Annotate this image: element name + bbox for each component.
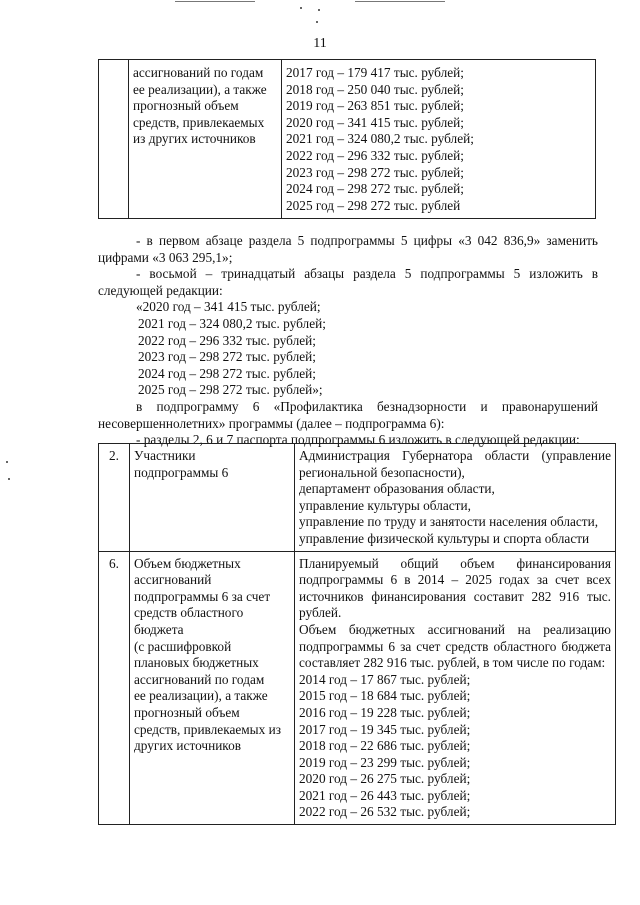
row-content bbox=[295, 444, 616, 552]
label-line: подпрограммы 6 за счет bbox=[134, 588, 271, 604]
content-line: департамент образования области, bbox=[299, 481, 495, 497]
scan-artifact-dot bbox=[8, 478, 10, 480]
label-line: подпрограммы 6 bbox=[134, 464, 229, 480]
funding-table-continued bbox=[98, 59, 596, 219]
table-row bbox=[99, 60, 596, 219]
table-cell-label bbox=[129, 60, 282, 219]
scan-artifact-top-line bbox=[355, 1, 445, 2]
scan-artifact-dot bbox=[316, 21, 318, 23]
label-line: из других источников bbox=[133, 131, 256, 147]
year-line: 2017 год – 179 417 тыс. рублей; bbox=[286, 65, 464, 80]
paragraph: - разделы 2, 6 и 7 паспорта подпрограммы 6 изложить в следующей редакции: bbox=[136, 432, 580, 448]
label-line: прогнозный объем bbox=[134, 704, 240, 720]
paragraph: - восьмой – тринадцатый абзацы раздела 5 подпрограммы 5 изложить в следующей редакции: bbox=[98, 266, 598, 298]
label-line: Участники bbox=[134, 448, 196, 463]
year-list-item: 2024 год – 298 272 тыс. рублей; bbox=[138, 365, 316, 381]
label-line: средств, привлекаемых из bbox=[134, 721, 281, 737]
year-line: 2017 год – 19 345 тыс. рублей; bbox=[299, 721, 471, 737]
year-line: 2024 год – 298 272 тыс. рублей; bbox=[286, 181, 464, 197]
label-line: ее реализации), а также bbox=[133, 81, 267, 97]
year-line: 2022 год – 26 532 тыс. рублей; bbox=[299, 804, 471, 820]
label-line: ее реализации), а также bbox=[134, 688, 268, 704]
year-line: 2016 год – 19 228 тыс. рублей; bbox=[299, 704, 471, 720]
content-line: Администрация Губернатора области (управление региональной безопасности), bbox=[299, 448, 611, 480]
row-label bbox=[130, 444, 295, 552]
scan-artifact-dot bbox=[300, 7, 302, 9]
label-line: ассигнований по годам bbox=[134, 671, 265, 687]
scan-artifact-dot bbox=[6, 461, 8, 463]
year-line: 2020 год – 341 415 тыс. рублей; bbox=[286, 114, 464, 130]
year-line: 2022 год – 296 332 тыс. рублей; bbox=[286, 147, 464, 163]
page-number: 11 bbox=[313, 36, 327, 51]
year-line: 2023 год – 298 272 тыс. рублей; bbox=[286, 164, 464, 180]
year-list-item: 2022 год – 296 332 тыс. рублей; bbox=[138, 332, 316, 348]
label-line: ассигнований по годам bbox=[133, 65, 264, 80]
paragraph: в подпрограмму 6 «Профилактика безнадзорности и правонарушений несовершеннолетних» программы (далее – подпрограмма 6): bbox=[98, 398, 598, 431]
year-list-item: «2020 год – 341 415 тыс. рублей; bbox=[136, 299, 321, 315]
table-cell-years bbox=[282, 60, 596, 219]
label-line: (с расшифровкой bbox=[134, 638, 232, 654]
year-line: 2019 год – 263 851 тыс. рублей; bbox=[286, 98, 464, 114]
scan-artifact-top-line bbox=[175, 1, 255, 2]
row-content bbox=[295, 551, 616, 825]
label-line: плановых бюджетных bbox=[134, 655, 259, 671]
scan-artifact-dot bbox=[318, 9, 320, 11]
table-row bbox=[99, 551, 616, 825]
year-line: 2025 год – 298 272 тыс. рублей bbox=[286, 197, 461, 213]
label-line: прогнозный объем bbox=[133, 98, 239, 114]
label-line: бюджета bbox=[134, 621, 184, 637]
amendment-text bbox=[98, 233, 598, 449]
year-list-item: 2021 год – 324 080,2 тыс. рублей; bbox=[138, 315, 326, 331]
label-line: средств областного bbox=[134, 605, 244, 621]
row-label bbox=[130, 551, 295, 825]
content-line: управление культуры области, bbox=[299, 497, 471, 513]
label-line: Объем бюджетных bbox=[134, 555, 241, 571]
year-line: 2014 год – 17 867 тыс. рублей; bbox=[299, 671, 471, 687]
table-row bbox=[99, 444, 616, 552]
year-list-item: 2023 год – 298 272 тыс. рублей; bbox=[138, 349, 316, 365]
year-list-item: 2025 год – 298 272 тыс. рублей»; bbox=[138, 382, 323, 398]
content-line: управление физической культуры и спорта области bbox=[299, 530, 590, 546]
year-line: 2021 год – 26 443 тыс. рублей; bbox=[299, 787, 471, 803]
label-line: других источников bbox=[134, 738, 242, 754]
year-line: 2020 год – 26 275 тыс. рублей; bbox=[299, 771, 471, 787]
paragraph: - в первом абзаце раздела 5 подпрограммы 5 цифры «3 042 836,9» заменить цифрами «3 063 295,1»; bbox=[98, 233, 598, 265]
row-number: 2. bbox=[99, 444, 130, 552]
year-line: 2018 год – 22 686 тыс. рублей; bbox=[299, 738, 471, 754]
table-cell-number bbox=[99, 60, 129, 219]
year-line: 2019 год – 23 299 тыс. рублей; bbox=[299, 754, 471, 770]
label-line: средств, привлекаемых bbox=[133, 114, 265, 130]
content-paragraph: Объем бюджетных ассигнований на реализацию подпрограммы 6 за счет средств областного бюджета составляет 282 916 тыс. рублей, в том числе по годам: bbox=[299, 621, 611, 671]
year-line: 2015 год – 18 684 тыс. рублей; bbox=[299, 688, 471, 704]
year-line: 2021 год – 324 080,2 тыс. рублей; bbox=[286, 131, 474, 147]
content-paragraph: Планируемый общий объем финансирования подпрограммы 6 в 2014 – 2025 годах за счет всех источников финансирования составит 282 916 тыс. рублей. bbox=[299, 555, 611, 621]
passport-table bbox=[98, 443, 616, 825]
label-line: ассигнований bbox=[134, 572, 212, 588]
row-number: 6. bbox=[99, 551, 130, 825]
content-line: управление по труду и занятости населения области, bbox=[299, 514, 599, 530]
year-line: 2018 год – 250 040 тыс. рублей; bbox=[286, 81, 464, 97]
